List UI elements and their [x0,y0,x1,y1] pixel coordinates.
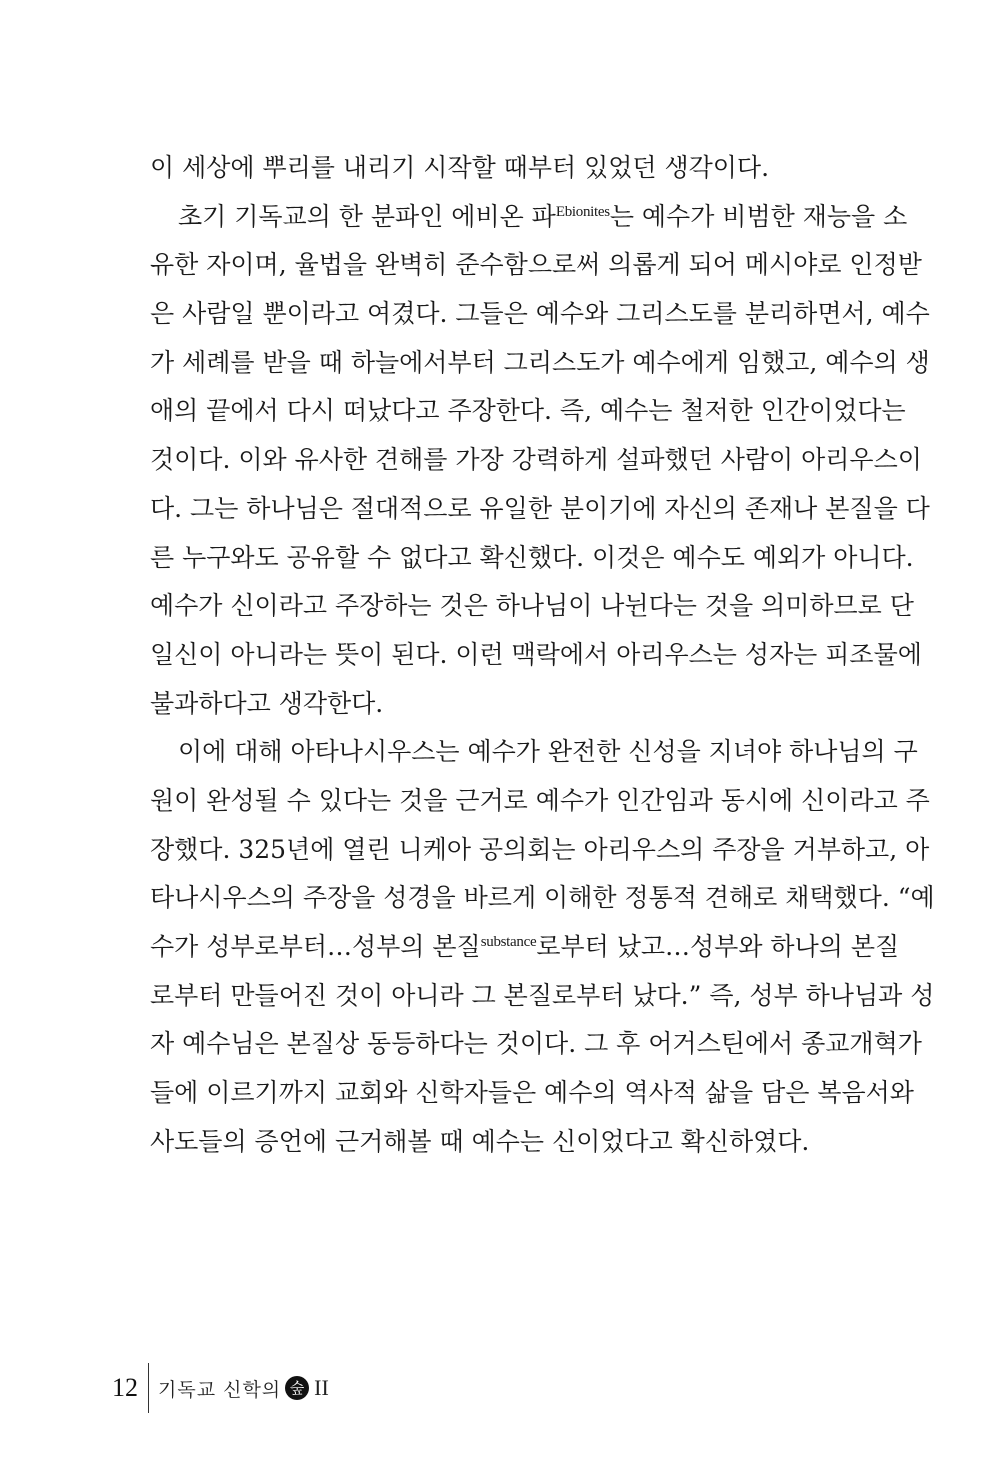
text-line-20: 들에 이르기까지 교회와 신학자들은 예수의 역사적 삶을 담은 복음서와 [150,1078,914,1108]
text-segment: 는 예수가 비범한 재능을 소 [609,201,908,231]
term-substance: substance [480,934,537,950]
body-text [150,144,935,1166]
term-ebionites: Ebionites [555,203,610,220]
text-line-5: 가 세례를 받을 때 하늘에서부터 그리스도가 예수에게 임했고, 예수의 생 [150,347,930,377]
page-footer [112,1358,329,1418]
text-line-7: 것이다. 이와 유사한 견해를 가장 강력하게 설파했던 사람이 아리우스이 [150,445,922,475]
text-line-6: 애의 끝에서 다시 떠났다고 주장한다. 즉, 예수는 철저한 인간이었다는 [150,396,906,426]
text-line-14: 원이 완성될 수 있다는 것을 근거로 예수가 인간임과 동시에 신이라고 주 [150,785,930,815]
text-line-10: 예수가 신이라고 주장하는 것은 하나님이 나뉜다는 것을 의미하므로 단 [150,591,914,621]
text-line-18: 로부터 만들어진 것이 아니라 그 본질로부터 났다.” 즉, 성부 하나님과 성 [150,980,935,1010]
text-segment: 로부터 났고…성부와 하나의 본질 [536,932,900,961]
text-line-17 [150,923,900,972]
text-line-2 [150,193,908,242]
text-line-4: 은 사람일 뿐이라고 여겼다. 그들은 예수와 그리스도를 분리하면서, 예수 [150,299,930,329]
text-line-15: 장했다. 325년에 열린 니케아 공의회는 아리우스의 주장을 거부하고, 아 [150,834,930,864]
text-line-1: 이 세상에 뿌리를 내리기 시작할 때부터 있었던 생각이다. [150,153,770,182]
footer-divider [148,1363,149,1413]
text-line-3: 유한 자이며, 율법을 완벽히 준수함으로써 의롭게 되어 메시야로 인정받 [150,250,922,280]
text-segment: 초기 기독교의 한 분파인 에비온 파 [178,201,556,231]
text-line-16: 타나시우스의 주장을 성경을 바르게 이해한 정통적 견해로 채택했다. “예 [150,883,935,913]
text-line-12: 불과하다고 생각한다. [150,688,384,718]
text-line-9: 른 누구와도 공유할 수 없다고 확신했다. 이것은 예수도 예외가 아니다. [150,542,914,572]
text-line-13: 이에 대해 아타나시우스는 예수가 완전한 신성을 지녀야 하나님의 구 [178,737,918,767]
page-number: 12 [112,1373,138,1402]
text-line-21: 사도들의 증언에 근거해볼 때 예수는 신이었다고 확신하였다. [150,1126,810,1156]
text-line-8: 다. 그는 하나님은 절대적으로 유일한 분이기에 자신의 존재나 본질을 다 [150,493,930,523]
text-line-11: 일신이 아니라는 뜻이 된다. 이런 맥락에서 아리우스는 성자는 피조물에 [150,639,922,669]
book-title: 기독교 신학의 [158,1378,282,1401]
volume-number: II [314,1375,329,1400]
text-segment: 수가 성부로부터…성부의 본질 [150,932,481,961]
text-line-19: 자 예수님은 본질상 동등하다는 것이다. 그 후 어거스틴에서 종교개혁가 [150,1029,922,1059]
book-title-mark: 숲 [285,1376,309,1400]
